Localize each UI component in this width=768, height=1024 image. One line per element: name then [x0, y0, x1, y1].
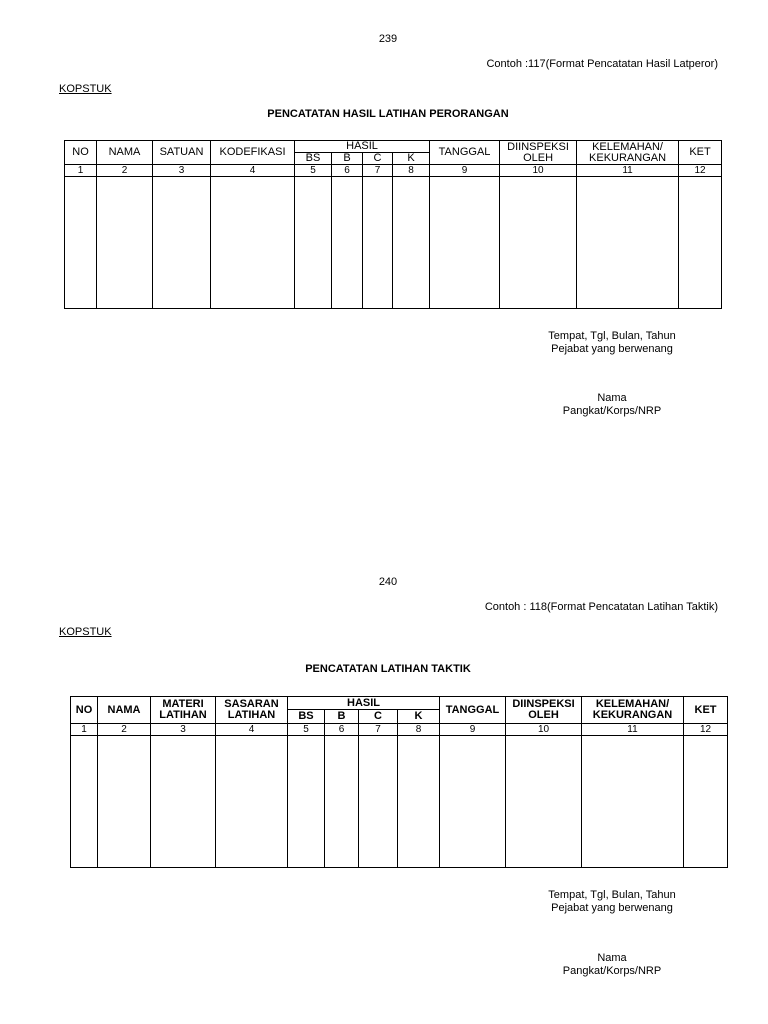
column-number: 7 — [359, 724, 398, 736]
entry-cell[interactable] — [398, 736, 440, 868]
header-b: B — [332, 153, 363, 165]
column-number: 3 — [153, 165, 211, 177]
entry-cell[interactable] — [577, 177, 679, 309]
column-number: 8 — [393, 165, 430, 177]
entry-cell[interactable] — [325, 736, 359, 868]
entry-cell[interactable] — [153, 177, 211, 309]
entry-cell[interactable] — [582, 736, 684, 868]
header-bs: BS — [288, 710, 325, 724]
record-table — [70, 696, 728, 868]
entry-cell[interactable] — [295, 177, 332, 309]
entry-cell[interactable] — [430, 177, 500, 309]
header-k: K — [398, 710, 440, 724]
column-number: 11 — [582, 724, 684, 736]
column-number: 11 — [577, 165, 679, 177]
entry-cell[interactable] — [363, 177, 393, 309]
entry-cell[interactable] — [506, 736, 582, 868]
kopstuk-label: KOPSTUK — [59, 83, 112, 95]
column-number: 10 — [500, 165, 577, 177]
header-ket: KET — [679, 141, 722, 165]
header-kelemahan — [582, 697, 684, 724]
record-table — [64, 140, 722, 309]
entry-cell[interactable] — [684, 736, 728, 868]
entry-cell[interactable] — [359, 736, 398, 868]
signature-name: Nama — [597, 392, 627, 404]
form-title: PENCATATAN HASIL LATIHAN PERORANGAN — [267, 108, 509, 120]
entry-cell[interactable] — [440, 736, 506, 868]
header-line: DIINSPEKSI — [507, 140, 569, 153]
form-title: PENCATATAN LATIHAN TAKTIK — [305, 663, 471, 675]
header-c: C — [359, 710, 398, 724]
entry-cell[interactable] — [332, 177, 363, 309]
header-line: LATIHAN — [159, 709, 207, 721]
column-number: 2 — [97, 165, 153, 177]
signature-official: Pejabat yang berwenang — [551, 902, 673, 914]
column-number: 12 — [679, 165, 722, 177]
column-number: 1 — [71, 724, 98, 736]
kopstuk-label: KOPSTUK — [59, 626, 112, 638]
header-line: OLEH — [523, 151, 554, 164]
signature-name: Nama — [597, 952, 627, 964]
column-number: 6 — [325, 724, 359, 736]
header-nama: NAMA — [97, 141, 153, 165]
column-number: 10 — [506, 724, 582, 736]
header-line: MATERI — [162, 698, 204, 710]
header-b: B — [325, 710, 359, 724]
header-line: KELEMAHAN/ — [595, 698, 670, 710]
header-line: OLEH — [528, 709, 559, 721]
column-number: 5 — [295, 165, 332, 177]
entry-cell[interactable] — [211, 177, 295, 309]
entry-cell[interactable] — [679, 177, 722, 309]
page-number: 239 — [378, 33, 398, 45]
header-nama: NAMA — [98, 697, 151, 724]
entry-cell[interactable] — [71, 736, 98, 868]
signature-rank: Pangkat/Korps/NRP — [562, 405, 662, 417]
header-no: NO — [71, 697, 98, 724]
header-ket: KET — [684, 697, 728, 724]
entry-cell[interactable] — [393, 177, 430, 309]
header-hasil: HASIL — [295, 141, 430, 153]
column-number: 4 — [216, 724, 288, 736]
column-number: 12 — [684, 724, 728, 736]
header-kelemahan — [577, 141, 679, 165]
header-tanggal: TANGGAL — [430, 141, 500, 165]
header-bs: BS — [295, 153, 332, 165]
header-line: SASARAN — [224, 698, 279, 710]
column-number: 7 — [363, 165, 393, 177]
entry-cell[interactable] — [98, 736, 151, 868]
signature-rank: Pangkat/Korps/NRP — [562, 965, 662, 977]
header-line: KELEMAHAN/ — [592, 140, 663, 153]
header-line: KEKURANGAN — [592, 709, 673, 721]
signature-place-date: Tempat, Tgl, Bulan, Tahun — [548, 330, 676, 342]
header-c: C — [363, 153, 393, 165]
header-diinspeksi-oleh — [506, 697, 582, 724]
column-number: 2 — [98, 724, 151, 736]
entry-cell[interactable] — [500, 177, 577, 309]
format-reference: Contoh :117(Format Pencatatan Hasil Latperor) — [486, 58, 718, 70]
entry-cell[interactable] — [65, 177, 97, 309]
header-diinspeksi-oleh — [500, 141, 577, 165]
header-hasil: HASIL — [288, 697, 440, 710]
entry-cell[interactable] — [151, 736, 216, 868]
header-satuan: SATUAN — [153, 141, 211, 165]
page-number: 240 — [378, 576, 398, 588]
entry-cell[interactable] — [97, 177, 153, 309]
header-materi-latihan — [151, 697, 216, 724]
header-no: NO — [65, 141, 97, 165]
column-number: 5 — [288, 724, 325, 736]
column-number: 3 — [151, 724, 216, 736]
header-tanggal: TANGGAL — [440, 697, 506, 724]
column-number: 4 — [211, 165, 295, 177]
entry-cell[interactable] — [216, 736, 288, 868]
column-number: 8 — [398, 724, 440, 736]
header-line: KEKURANGAN — [589, 151, 667, 164]
signature-place-date: Tempat, Tgl, Bulan, Tahun — [548, 889, 676, 901]
header-line: LATIHAN — [227, 709, 276, 721]
header-k: K — [393, 153, 430, 165]
format-reference: Contoh : 118(Format Pencatatan Latihan Taktik) — [484, 601, 718, 613]
entry-cell[interactable] — [288, 736, 325, 868]
header-sasaran-latihan — [216, 697, 288, 724]
column-number: 1 — [65, 165, 97, 177]
header-kodefikasi: KODEFIKASI — [211, 141, 295, 165]
column-number: 9 — [440, 724, 506, 736]
column-number: 9 — [430, 165, 500, 177]
signature-official: Pejabat yang berwenang — [551, 343, 673, 355]
header-line: DIINSPEKSI — [512, 698, 575, 710]
column-number: 6 — [332, 165, 363, 177]
